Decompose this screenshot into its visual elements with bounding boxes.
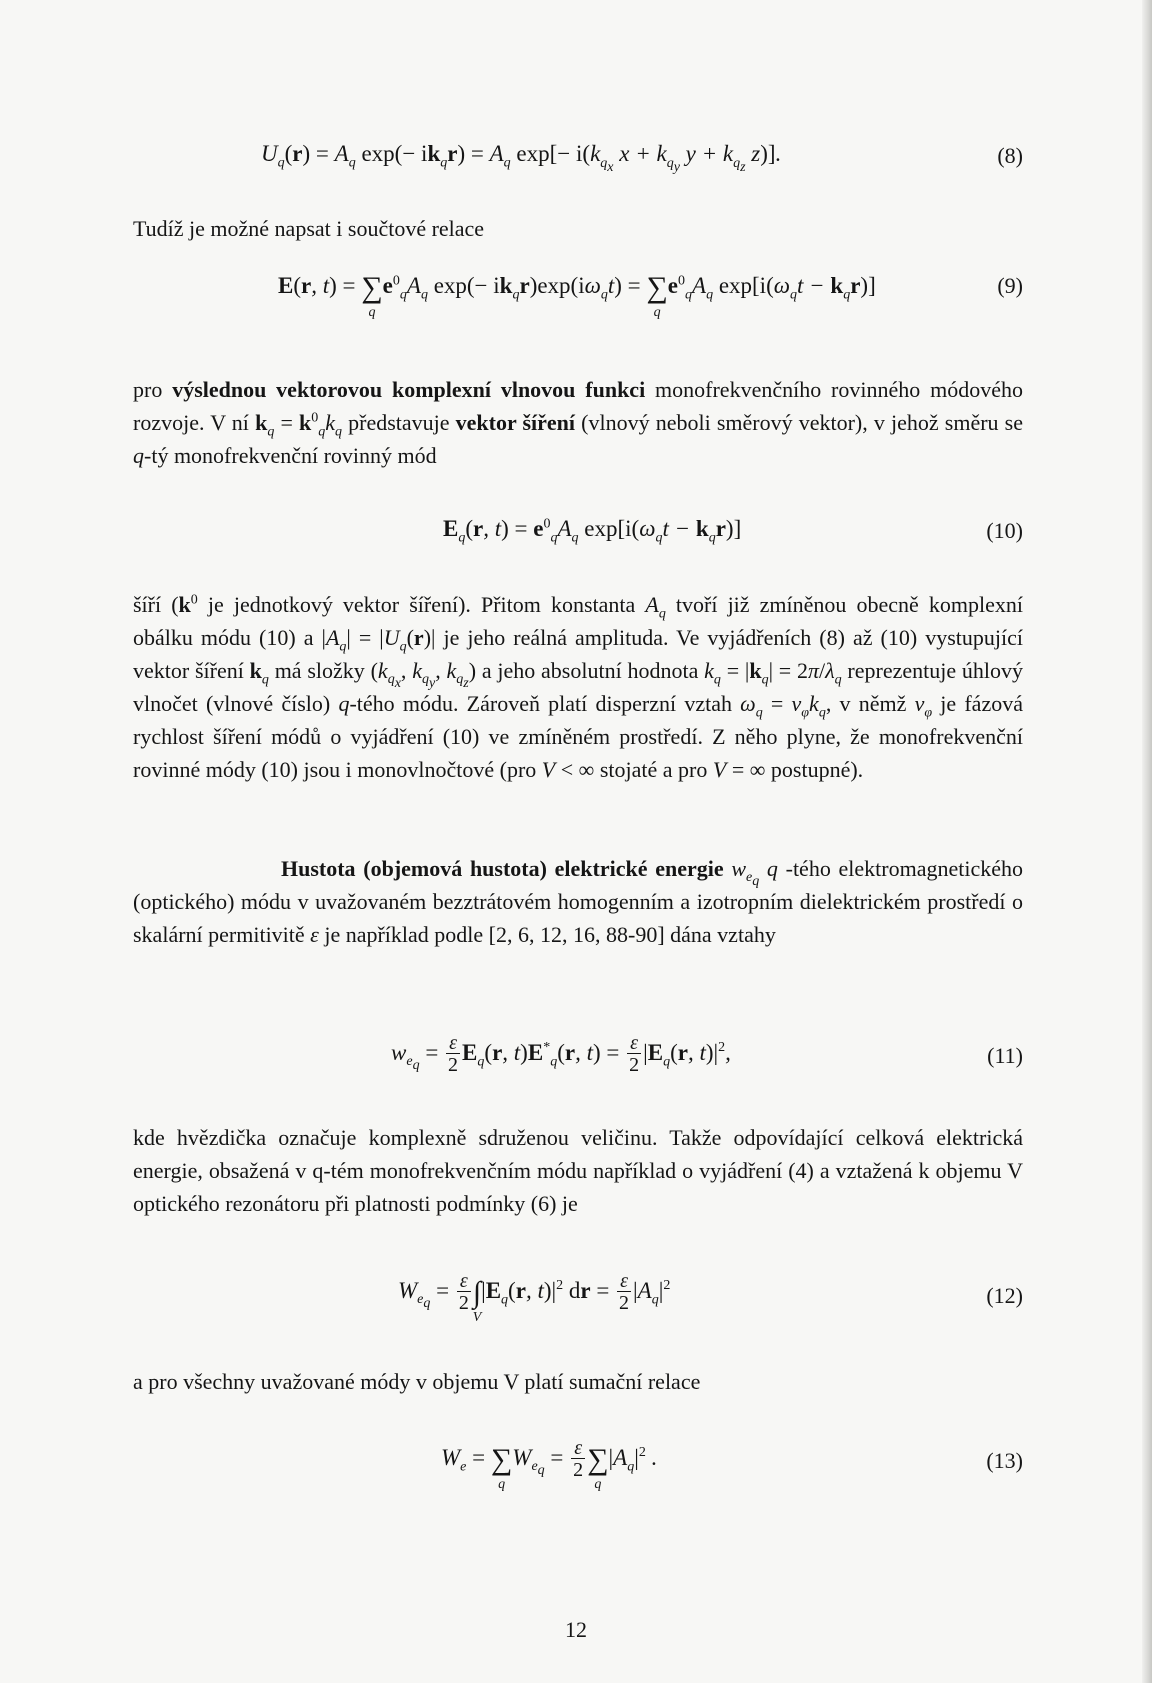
equation-number: (12) [986, 1283, 1023, 1308]
paragraph: kde hvězdička označuje komplexně sdruženou veličinu. Takže odpovídající celková elektrická energie, obsažená v q-tém monofrekvenčním módu například o vyjádření (4) a vztažená k objemu V optického rezonátoru při platnosti podmínky (6) je [133, 1125, 1023, 1216]
paragraph: a pro všechny uvažované módy v objemu V platí sumační relace [133, 1369, 701, 1394]
equation-11: $w_{e_q}$ = $\frac{\varepsilon}{2}$ $E_q(r$, $t)E^*_q(r$, t) = $\frac{\varepsilon}{2}$ $|E_q(r$, $t)|^2$, (11) [391, 1032, 1023, 1076]
equation-number: (8) [997, 143, 1023, 168]
equation-number: (9) [997, 273, 1023, 298]
equation-10: $E_q(r$, $t) = e^0_qA_q$ $\exp[i(\omega_qt - k_qr)]$ (10) [443, 516, 1023, 546]
paragraph: Hustota (objemová hustota) elektrické energie $w_{e_q}$ q -tého elektromagnetického (optického) módu v uvažovaném bezztrátovém homogenním a izotropním dielektrickém prostředí o skalární permitivitě ε je například podle [2, 6, 12, 16, 88-90] dána vztahy [133, 856, 1023, 947]
paragraph: Tudíž je možné napsat i součtové relace [133, 216, 485, 241]
equation-8: $U_q(r) = A_q$ $\exp(- ik_qr) = A_q$ $\exp[- i(k_{q_x}$ $x + k_{q_y}$ $y + k_{q_z}$ z)]. (8) [261, 141, 1023, 175]
page-number: 12 [565, 1617, 587, 1642]
page-edge-shadow [1142, 0, 1152, 1683]
equation-9: E(r, t) = ∑ q $e^0_qA_q$ $\exp(- ik_qr)\exp(i\omega_qt)$ = ∑ q $e^0_qA_q$ $\exp[i(\omega_qt - k_qr)]$ (9) [278, 271, 1023, 320]
paragraph: pro výslednou vektorovou komplexní vlnovou funkci monofrekvenčního rovinného módového rozvoje. V ní $k_q = k^0_qk_q$ představuje vektor šíření (vlnový neboli směrový vektor), v jehož směru se q-tý monofrekvenční rovinný mód [133, 377, 1023, 468]
equation-number: (13) [986, 1448, 1023, 1473]
paragraph: šíří ($k^0$ je jednotkový vektor šíření). Přitom konstanta $A_q$ tvoří již zmíněnou obecně komplexní obálku módu (10) a $|A_q| = |U_q(r)|$ je jeho reálná amplituda. Ve vyjádřeních (8) až (10) vystupující vektor šíření $k_q$ má složky ($k_{q_x}$, $k_{q_y}$, $k_{q_z}$) a jeho absolutní hodnota $k_q = |k_q| = 2\pi/\lambda_q$ reprezentuje úhlový vlnočet (vlnové číslo) q-tého módu. Zároveň platí disperzní vztah $\omega_q = v_\varphi k_q$, v němž $v_\varphi$ je fázová rychlost šíření módů o vyjádření (10) ve zmíněném prostředí. Z něho plyne, že monofrekvenční rovinné módy (10) jsou i monovlnočtové (pro V < ∞ stojaté a pro V = ∞ postupné). [133, 592, 1024, 782]
equation-number: (10) [986, 518, 1023, 543]
equation-number: (11) [987, 1043, 1023, 1068]
equation-13: $W_e$ = ∑ q $W_{e_q}$ = $\frac{\varepsilon}{2}$ ∑ q $|A_q|^2$ . (13) [441, 1437, 1023, 1492]
equation-12: $W_{e_q}$ = $\frac{\varepsilon}{2}$ ∫ V $|E_q(r$, $t)|^2$ dr = $\frac{\varepsilon}{2}$ $|A_q|^2$ (12) [398, 1270, 1023, 1325]
